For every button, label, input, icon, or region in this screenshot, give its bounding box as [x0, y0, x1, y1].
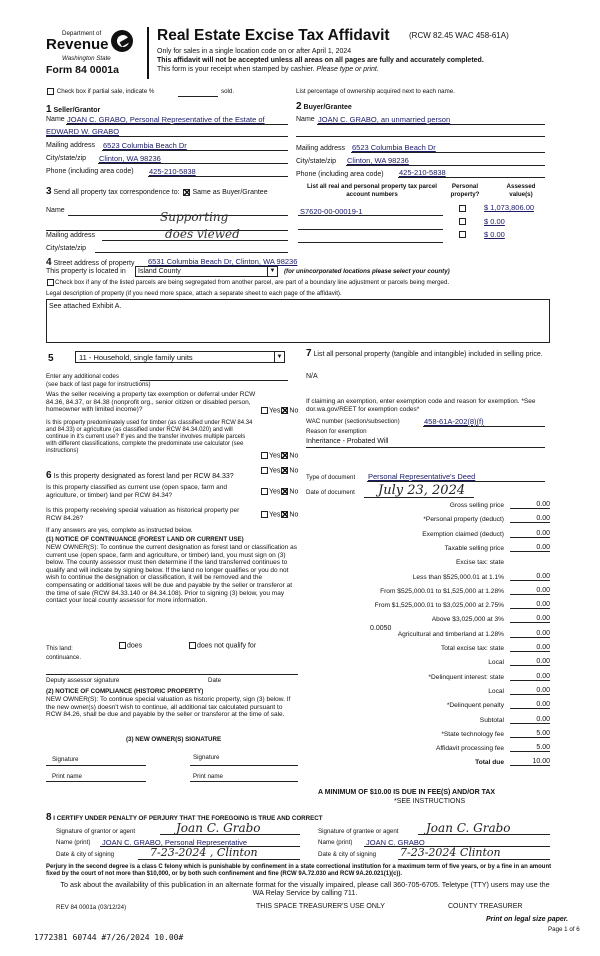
notice-2-text: NEW OWNER(S): To continue special valuation as historic property, sign (3) below. If the new owner(s) doesn't wish to continue, all additional tax calculated pursuant to RCW 84.26, shall be due and payable by the seller or transferor at the time of sale.: [46, 696, 291, 719]
buyer-name-label: Name: [296, 116, 315, 123]
tax-row-value[interactable]: 5.00: [510, 730, 550, 738]
tax-row-value[interactable]: 0.00: [510, 601, 550, 609]
page-title: Real Estate Excise Tax Affidavit: [157, 27, 390, 44]
s6q1-no-checkbox[interactable]: [281, 467, 288, 474]
does-not-checkbox[interactable]: [189, 642, 196, 649]
ownership-note: List percentage of ownership acquired next to each name.: [296, 88, 455, 95]
tax-row-label: Taxable selling price: [444, 545, 504, 552]
tax-row-label: Gross selling price: [449, 502, 504, 509]
header-divider: [147, 27, 149, 79]
handwritten-note-1: Supporting: [160, 210, 229, 224]
does-not-label: does not qualify for: [197, 642, 257, 650]
chevron-down-icon: ▼: [274, 352, 284, 362]
assessed-col-header: Assessed value(s): [506, 183, 536, 198]
grantee-sig-label: Signature of grantee or agent: [318, 828, 399, 835]
see-instructions: *SEE INSTRUCTIONS: [394, 798, 466, 805]
notice-1-title: (1) NOTICE OF CONTINUANCE (FOREST LAND OR CURRENT USE): [46, 536, 244, 543]
tax-row-label: Local: [488, 688, 504, 695]
s6q2-yes-checkbox[interactable]: [261, 488, 268, 495]
grantor-name-label: Name (print): [56, 839, 91, 846]
section-5-number: 5: [48, 353, 54, 364]
legal-description-field[interactable]: [46, 299, 550, 343]
seller-name[interactable]: JOAN C. GRABO, Personal Representative of the Estate of: [67, 115, 265, 124]
notice-3-title: (3) NEW OWNER(S) SIGNATURE: [126, 736, 222, 743]
seller-mail-label: Mailing address: [46, 142, 96, 149]
tax-row-label: From $1,525,000.01 to $3,025,000 at 2.75%: [374, 602, 504, 609]
subtitle-3b: Please type or print.: [316, 66, 379, 73]
this-land-label: This land:: [46, 645, 73, 652]
continuance-label: continuance.: [46, 654, 82, 661]
tax-row-value[interactable]: 0.00: [510, 701, 550, 709]
county-treasurer-label: COUNTY TREASURER: [448, 903, 523, 910]
exemption-note: If claiming an exemption, enter exemption code and reason for exemption. *See dor.wa.gov/REET for exemption codes*: [306, 398, 536, 413]
sold-label: sold.: [221, 88, 235, 95]
rcw-reference: (RCW 82.45 WAC 458-61A): [409, 31, 509, 40]
if-yes-note: If any answers are yes, complete as instructed below.: [46, 527, 193, 534]
grantor-name[interactable]: JOAN C. GRABO, Personal Representative: [102, 838, 248, 847]
located-label: This property is located in: [46, 268, 126, 275]
tax-row-label: *Delinquent interest: state: [428, 674, 504, 681]
current-use-question: Is this property classified as current use (open space, farm and agriculture, or timber) land per RCW 84.34?: [46, 484, 228, 499]
historic-question: Is this property receiving special valuation as historical property per RCW 84.26?: [46, 507, 240, 522]
additional-codes-label: Enter any additional codes: [46, 373, 119, 380]
revision-label: REV 84 0001a (03/12/24): [56, 904, 127, 911]
partial-sale-checkbox[interactable]: [47, 88, 54, 95]
q1-yes-label: Yes: [269, 407, 281, 415]
q1-no-label: No: [289, 407, 299, 415]
buyer-city-label: City/state/zip: [296, 158, 337, 165]
s6q2-no-checkbox[interactable]: [281, 488, 288, 495]
does-label: does: [127, 642, 143, 650]
grantee-name[interactable]: JOAN C. GRABO: [366, 838, 425, 847]
buyer-phone[interactable]: 425-210-5838: [399, 168, 446, 177]
page-number: Page 1 of 6: [548, 926, 580, 933]
grantor-sig-label: Signature of grantor or agent: [56, 828, 136, 835]
s6q2-no-label: No: [289, 488, 299, 496]
tax-row-label: *State technology fee: [441, 731, 504, 738]
personal-checkbox-2[interactable]: [459, 218, 466, 225]
tax-row-label: *Personal property (deduct): [423, 516, 504, 523]
seller-phone[interactable]: 425-210-5838: [149, 167, 196, 176]
tax-row-value[interactable]: 0.00: [510, 687, 550, 695]
corr-city-label: City/state/zip: [46, 245, 87, 252]
s6q1-no-label: No: [289, 467, 299, 475]
seller-city[interactable]: Clinton, WA 98236: [99, 154, 161, 163]
doc-date-label: Date of document: [306, 489, 355, 496]
cashier-stamp: 1772381 60744 #7/26/2024 10.00#: [34, 933, 184, 942]
certify-title: I CERTIFY UNDER PENALTY OF PERJURY THAT THE FOREGOING IS TRUE AND CORRECT: [53, 815, 323, 822]
land-use-value: 11 - Household, single family units: [79, 353, 193, 362]
tax-row-value[interactable]: 0.00: [510, 530, 550, 538]
alt-format-note: To ask about the availability of this publication in an alternate format for the visually impaired, please call 360-705-6705. Teletype (TTY) users may use the WA Relay Service by calling 711.: [60, 880, 550, 897]
seller-mail[interactable]: 6523 Columbia Beach Dr: [103, 141, 187, 150]
personal-property-value[interactable]: N/A: [306, 373, 318, 380]
grantee-signature[interactable]: Joan C. Grabo: [426, 821, 511, 835]
seller-name-2[interactable]: EDWARD W. GRABO: [46, 127, 120, 136]
tax-row-label: Excise tax: state: [455, 559, 504, 566]
s6q1-yes-checkbox[interactable]: [261, 467, 268, 474]
land-use-select[interactable]: [75, 351, 285, 363]
county-value: Island County: [138, 268, 181, 275]
tax-row-label: Affidavit processing fee: [435, 745, 504, 752]
personal-checkbox-3[interactable]: [459, 231, 466, 238]
personal-checkbox-1[interactable]: [459, 205, 466, 212]
tax-row-value[interactable]: 0.00: [510, 501, 550, 509]
tax-row-value[interactable]: 0.00: [510, 630, 550, 638]
parcel-col-header: List all real and personal property tax parcel account numbers: [307, 183, 437, 198]
tax-row-value[interactable]: 5.00: [510, 744, 550, 752]
wac-number[interactable]: 458-61A-202(8)(f): [424, 417, 484, 426]
does-checkbox[interactable]: [119, 642, 126, 649]
q1-yes-checkbox[interactable]: [261, 407, 268, 414]
tax-row-value[interactable]: 0.00: [510, 587, 550, 595]
subtitle-1: Only for sales in a single location code on or after April 1, 2024: [157, 48, 352, 55]
exemption-reason[interactable]: Inheritance - Probated Will: [306, 438, 389, 445]
subtitle-3: This form is your receipt when stamped by cashier.: [157, 66, 315, 73]
tax-row-label: From $525,000.01 to $1,525,000 at 1.28%: [380, 588, 504, 595]
q1-no-checkbox[interactable]: [281, 407, 288, 414]
s6q3-yes-checkbox[interactable]: [261, 511, 268, 518]
personal-property-title: 7 List all personal property (tangible and intangible) included in selling price.: [306, 348, 543, 359]
exemption-question: Was the seller receiving a property tax exemption or deferral under RCW 84.36, 84.37, or 84.38 (nonprofit org., senior citizen or disabled person, homeowner with limited income)?: [46, 391, 256, 414]
handwritten-note-2: does viewed: [165, 227, 240, 241]
personal-property-title-text: List all personal property (tangible and intangible) included in selling price.: [313, 351, 543, 358]
parcel-number-1[interactable]: S7620-00-00019-1: [300, 207, 363, 216]
subtitle-2: This affidavit will not be accepted unless all areas on all pages are fully and accurately completed.: [157, 57, 484, 64]
grantee-date-city[interactable]: 7-23-2024 Clinton: [400, 846, 501, 859]
tax-row-label: Subtotal: [479, 717, 504, 724]
owner-sig-label-2: Signature: [193, 754, 220, 761]
doc-date[interactable]: July 23, 2024: [378, 483, 466, 498]
notice-2-title: (2) NOTICE OF COMPLIANCE (HISTORIC PROPERTY): [46, 688, 204, 695]
same-as-buyer-checkbox[interactable]: [183, 189, 190, 196]
assessed-value-3[interactable]: $ 0.00: [484, 230, 505, 239]
wac-label: WAC number (section/subsection): [306, 418, 400, 425]
seller-name-label: Name: [46, 116, 65, 123]
tax-row-value[interactable]: 0.00: [510, 644, 550, 652]
q2-no-label: No: [289, 452, 299, 460]
buyer-phone-label: Phone (including area code): [296, 171, 384, 178]
tax-row-label: Local: [488, 659, 504, 666]
q2-no-checkbox[interactable]: [281, 452, 288, 459]
doc-type-label: Type of document: [306, 474, 356, 481]
seller-title: Seller/Grantor: [53, 107, 101, 114]
tax-row-label: Total excise tax: state: [440, 645, 504, 652]
correspondence-label: Send all property tax correspondence to:: [53, 189, 180, 196]
state-label: Washington State: [62, 55, 111, 62]
tax-row-label: Above $3,025,000 at 3%: [431, 616, 504, 623]
buyer-title: Buyer/Grantee: [303, 104, 352, 111]
grantor-date-label: Date & city of signing: [56, 851, 115, 858]
tax-row-value[interactable]: 0.00: [510, 673, 550, 681]
s6q1-yes-label: Yes: [269, 467, 281, 475]
s6q2-yes-label: Yes: [269, 488, 281, 496]
timber-question: Is this property predominately used for timber (as classified under RCW 84.34 and 84.33) or agriculture (as classified under RCW 84.34.020) and will continue in it's current use? If yes and the transfer involves multiple parcels with different classifications, complete the predominate use calculator (see instructions): [46, 420, 253, 454]
legal-description-value: See attached Exhibit A.: [49, 303, 122, 310]
s6q3-yes-label: Yes: [269, 511, 281, 519]
treasurer-space-label: THIS SPACE TREASURER'S USE ONLY: [256, 903, 385, 910]
dept-line1: Department of: [62, 30, 102, 37]
corr-mail-label: Mailing address: [46, 232, 96, 239]
s6q3-no-checkbox[interactable]: [281, 511, 288, 518]
seller-city-label: City/state/zip: [46, 155, 87, 162]
partial-sale-label: Check box if partial sale, indicate %: [56, 88, 155, 96]
minimum-due: A MINIMUM OF $10.00 IS DUE IN FEE(S) AND/OR TAX: [318, 789, 496, 796]
perjury-note: Perjury in the second degree is a class C felony which is punishable by confinement in a state correctional institution for a maximum term of five years, or by a fine in an amount fixed by the court of not more than $10,000, or by both such confinement and fine (RCW 9A.72.030 and RCW 9A.20.021(1)(c)).: [46, 864, 552, 877]
grantee-name-label: Name (print): [318, 839, 353, 846]
tax-row-value[interactable]: 10.00: [510, 758, 550, 766]
legal-size-note: Print on legal size paper.: [486, 916, 569, 923]
owner-print-label-1: Print name: [52, 773, 82, 780]
same-as-buyer-label: Same as Buyer/Grantee: [192, 189, 268, 196]
assessor-sig-label: Deputy assessor signature: [46, 677, 120, 684]
grantee-date-label: Date & city of signing: [318, 851, 377, 858]
assessed-value-1[interactable]: $ 1,073,806.00: [484, 203, 535, 212]
tax-row-value[interactable]: 0.00: [510, 615, 550, 623]
form-number: Form 84 0001a: [46, 64, 119, 76]
county-note: (for unincorporated locations please select your county): [284, 268, 450, 275]
grantor-date-city[interactable]: 7-23-2024 , Clinton: [150, 846, 258, 859]
dept-logo-text: Revenue: [46, 36, 109, 53]
q2-yes-label: Yes: [269, 452, 281, 460]
corr-name-label: Name: [46, 207, 65, 214]
q2-yes-checkbox[interactable]: [261, 452, 268, 459]
buyer-mail-label: Mailing address: [296, 145, 346, 152]
county-select[interactable]: [135, 266, 278, 277]
assessed-value-2[interactable]: $ 0.00: [484, 217, 505, 226]
tax-row-label: Exemption claimed (deduct): [422, 531, 504, 538]
dor-logo-icon: [111, 30, 133, 52]
additional-codes-note: (see back of last page for instructions): [46, 381, 151, 388]
seller-phone-label: Phone (including area code): [46, 168, 134, 175]
assessor-date-label: Date: [208, 677, 222, 684]
doc-type[interactable]: Personal Representative's Deed: [368, 472, 476, 481]
local-rate: 0.0050: [370, 625, 392, 632]
street-address-label: Street address of property: [53, 260, 135, 267]
buyer-city[interactable]: Clinton, WA 98236: [347, 156, 409, 165]
buyer-name[interactable]: JOAN C. GRABO, an unmarried person: [318, 115, 451, 124]
owner-print-label-2: Print name: [193, 773, 223, 780]
tax-row-value[interactable]: 0.00: [510, 544, 550, 552]
legal-desc-label: Legal description of property (if you need more space, attach a separate sheet to each page of the affidavit).: [46, 290, 342, 297]
segregated-checkbox[interactable]: [47, 279, 54, 286]
grantor-signature[interactable]: Joan C. Grabo: [176, 821, 261, 835]
segregated-label: Check box if any of the listed parcels are being segregated from another parcel, are part of a boundary line adjustment or parcels being merged.: [55, 279, 450, 287]
notice-1-text: NEW OWNER(S): To continue the current designation as forest land or classification as current use (open space, farm and agriculture, or timber) land, you must sign on (3) below. The county assessor must then determine if the land transferred continues to qualify and will indicate by signing below. If the land no longer qualifies or you do not wish to continue the designation or classification, it will be removed and the compensating or additional taxes will be due and payable by the seller or transferor at the time of sale (RCW 84.33.140 or 84.34.108). Prior to signing (3) below, you may contact your local county assessor for more information.: [46, 544, 297, 605]
buyer-mail[interactable]: 6523 Columbia Beach Dr: [352, 143, 436, 152]
s6q3-no-label: No: [289, 511, 299, 519]
tax-row-label: Less than $525,000.01 at 1.1%: [412, 574, 504, 581]
tax-row-value[interactable]: 0.00: [510, 658, 550, 666]
personal-col-header: Personal property?: [450, 183, 480, 198]
tax-row-label: Agricultural and timberland at 1.28%: [397, 631, 504, 638]
street-address[interactable]: 6531 Columbia Beach Dr, Clinton, WA 98236: [148, 257, 298, 266]
forest-question: Is this property designated as forest land per RCW 84.33?: [53, 473, 234, 480]
owner-sig-label-1: Signature: [52, 756, 79, 763]
tax-row-label: *Delinquent penalty: [446, 702, 504, 709]
tax-row-value[interactable]: 0.00: [510, 716, 550, 724]
reason-label: Reason for exemption: [306, 428, 367, 435]
tax-row-value[interactable]: 0.00: [510, 573, 550, 581]
tax-row-label: Total due: [475, 759, 504, 766]
tax-row-value[interactable]: 0.00: [510, 515, 550, 523]
chevron-down-icon: ▼: [267, 267, 277, 276]
